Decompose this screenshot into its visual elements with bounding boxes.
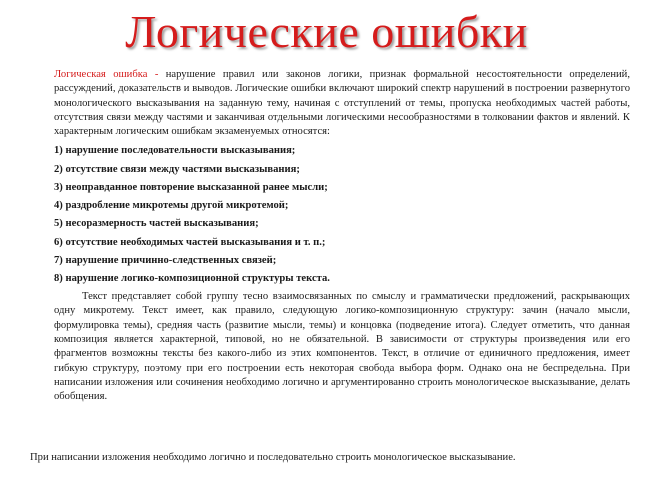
list-item: 4) раздробление микротемы другой микротемой; — [54, 200, 289, 212]
body-paragraph: Текст представляет собой группу тесно взаимосвязанных по смыслу и грамматически предложений, раскрывающих одну микротему. Текст имеет, как правило, следующую логико-композиционную структуру: зачин (начало мысли, формулировка темы), средняя часть (развитие мысли, темы) и концовка (подведение итога). Следует отметить, что данная композиция является характерной, типовой, но не обязательной. В зависимости от структуры произведения или его фрагментов возможны тексты без какого-либо из этих компонентов. Текст, в отличие от единичного предложения, имеет гибкую структуру, поэтому при его построении есть некоторая свобода выбора форм. Однако она не беспредельна. При написании изложения или сочинения необходимо логично и аргументированно строить монологическое высказывание, делать обобщения. — [54, 291, 630, 403]
slide-title: Логические ошибки — [125, 6, 528, 57]
list-item: 1) нарушение последовательности высказывания; — [54, 145, 296, 157]
list-item: 3) неоправданное повторение высказанной ранее мысли; — [54, 181, 328, 193]
list-item: 5) несоразмерность частей высказывания; — [54, 218, 259, 230]
definition-paragraph — [54, 68, 630, 139]
list-item: 6) отсутствие необходимых частей высказывания и т. п.; — [54, 236, 326, 248]
list-item: 7) нарушение причинно-следственных связей; — [54, 254, 277, 266]
slide-content — [54, 68, 630, 404]
list-item: 2) отсутствие связи между частями высказывания; — [54, 163, 300, 175]
definition-term: Логическая ошибка — [54, 69, 148, 80]
logical-errors-list — [54, 142, 630, 288]
definition-dash: - — [147, 69, 166, 80]
footer-note: При написании изложения необходимо логично и последовательно строить монологическое высказывание. — [30, 452, 516, 463]
definition-text: нарушение правил или законов логики, признак формальной несостоятельности определений, рассуждений, доказательств и выводов. Логические ошибки включают широкий спектр нарушений в построении развернутого монологического высказывания на заданную тему, начиная с отступлений от темы, пропуска необходимых частей работы, отсутствия связи между частями и заканчивая отдельными логическими несообразностями в толковании фактов и явлений. К характерным логическим ошибкам экзаменуемых относятся: — [54, 69, 630, 138]
list-item: 8) нарушение логико-композиционной структуры текста. — [54, 272, 330, 284]
